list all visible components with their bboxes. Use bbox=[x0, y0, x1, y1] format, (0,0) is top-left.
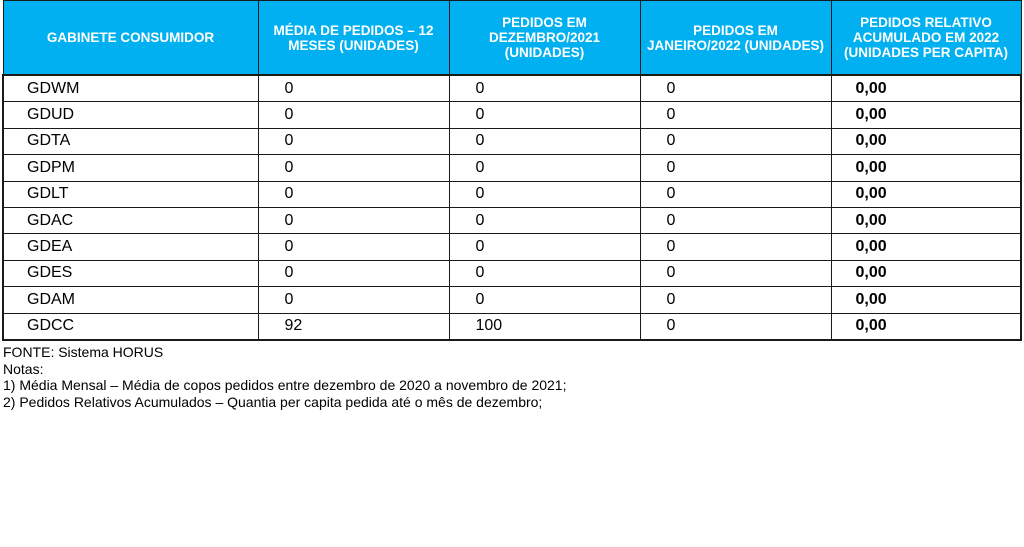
cell-acumulado: 0,00 bbox=[831, 234, 1021, 260]
cell-janeiro: 0 bbox=[640, 287, 831, 313]
table-header-row bbox=[3, 1, 1021, 76]
cell-dezembro: 0 bbox=[449, 234, 640, 260]
cell-acumulado: 0,00 bbox=[831, 75, 1021, 102]
cell-dezembro: 0 bbox=[449, 260, 640, 286]
cell-janeiro: 0 bbox=[640, 128, 831, 154]
cell-gabinete: GDES bbox=[3, 260, 258, 286]
notes-title: Notas: bbox=[3, 360, 44, 377]
table-row bbox=[3, 75, 1021, 102]
column-header-media-12-meses: MÉDIA DE PEDIDOS – 12 MESES (UNIDADES) bbox=[258, 1, 449, 76]
note-item-1: 1) Média Mensal – Média de copos pedidos entre dezembro de 2020 a novembro de 2021; bbox=[3, 377, 567, 393]
column-header-pedidos-acumulado: PEDIDOS RELATIVO ACUMULADO EM 2022 (UNIDADES PER CAPITA) bbox=[831, 1, 1021, 76]
orders-table bbox=[2, 0, 1022, 341]
cell-acumulado: 0,00 bbox=[831, 128, 1021, 154]
cell-media: 0 bbox=[258, 155, 449, 181]
cell-gabinete: GDAM bbox=[3, 287, 258, 313]
cell-janeiro: 0 bbox=[640, 207, 831, 233]
table-row bbox=[3, 313, 1021, 340]
table-row bbox=[3, 102, 1021, 128]
cell-gabinete: GDUD bbox=[3, 102, 258, 128]
cell-media: 0 bbox=[258, 234, 449, 260]
cell-media: 0 bbox=[258, 75, 449, 102]
cell-janeiro: 0 bbox=[640, 75, 831, 102]
cell-janeiro: 0 bbox=[640, 155, 831, 181]
cell-acumulado: 0,00 bbox=[831, 260, 1021, 286]
cell-gabinete: GDLT bbox=[3, 181, 258, 207]
cell-media: 0 bbox=[258, 181, 449, 207]
table-row bbox=[3, 181, 1021, 207]
cell-dezembro: 0 bbox=[449, 155, 640, 181]
cell-acumulado: 0,00 bbox=[831, 155, 1021, 181]
cell-acumulado: 0,00 bbox=[831, 313, 1021, 340]
cell-dezembro: 0 bbox=[449, 207, 640, 233]
cell-dezembro: 0 bbox=[449, 75, 640, 102]
cell-janeiro: 0 bbox=[640, 260, 831, 286]
table-row bbox=[3, 287, 1021, 313]
notes-section bbox=[3, 344, 566, 410]
cell-gabinete: GDTA bbox=[3, 128, 258, 154]
cell-gabinete: GDWM bbox=[3, 75, 258, 102]
table-row bbox=[3, 234, 1021, 260]
source-note: FONTE: Sistema HORUS bbox=[3, 344, 164, 360]
cell-janeiro: 0 bbox=[640, 234, 831, 260]
cell-janeiro: 0 bbox=[640, 102, 831, 128]
cell-acumulado: 0,00 bbox=[831, 287, 1021, 313]
cell-janeiro: 0 bbox=[640, 313, 831, 340]
cell-dezembro: 0 bbox=[449, 102, 640, 128]
table-row bbox=[3, 260, 1021, 286]
cell-gabinete: GDCC bbox=[3, 313, 258, 340]
column-header-gabinete: GABINETE CONSUMIDOR bbox=[3, 1, 258, 76]
note-item-2: 2) Pedidos Relativos Acumulados – Quantia per capita pedida até o mês de dezembro; bbox=[3, 393, 543, 410]
column-header-pedidos-dezembro: PEDIDOS EM DEZEMBRO/2021 (UNIDADES) bbox=[449, 1, 640, 76]
cell-dezembro: 0 bbox=[449, 128, 640, 154]
cell-media: 0 bbox=[258, 128, 449, 154]
cell-dezembro: 100 bbox=[449, 313, 640, 340]
cell-gabinete: GDAC bbox=[3, 207, 258, 233]
cell-gabinete: GDPM bbox=[3, 155, 258, 181]
table-row bbox=[3, 128, 1021, 154]
cell-media: 0 bbox=[258, 260, 449, 286]
cell-acumulado: 0,00 bbox=[831, 102, 1021, 128]
cell-dezembro: 0 bbox=[449, 181, 640, 207]
cell-media: 0 bbox=[258, 207, 449, 233]
cell-dezembro: 0 bbox=[449, 287, 640, 313]
cell-acumulado: 0,00 bbox=[831, 207, 1021, 233]
column-header-pedidos-janeiro: PEDIDOS EM JANEIRO/2022 (UNIDADES) bbox=[640, 1, 831, 76]
cell-janeiro: 0 bbox=[640, 181, 831, 207]
cell-acumulado: 0,00 bbox=[831, 181, 1021, 207]
orders-table-container bbox=[2, 0, 1020, 341]
cell-media: 92 bbox=[258, 313, 449, 340]
cell-media: 0 bbox=[258, 287, 449, 313]
table-row bbox=[3, 155, 1021, 181]
cell-gabinete: GDEA bbox=[3, 234, 258, 260]
table-row bbox=[3, 207, 1021, 233]
cell-media: 0 bbox=[258, 102, 449, 128]
